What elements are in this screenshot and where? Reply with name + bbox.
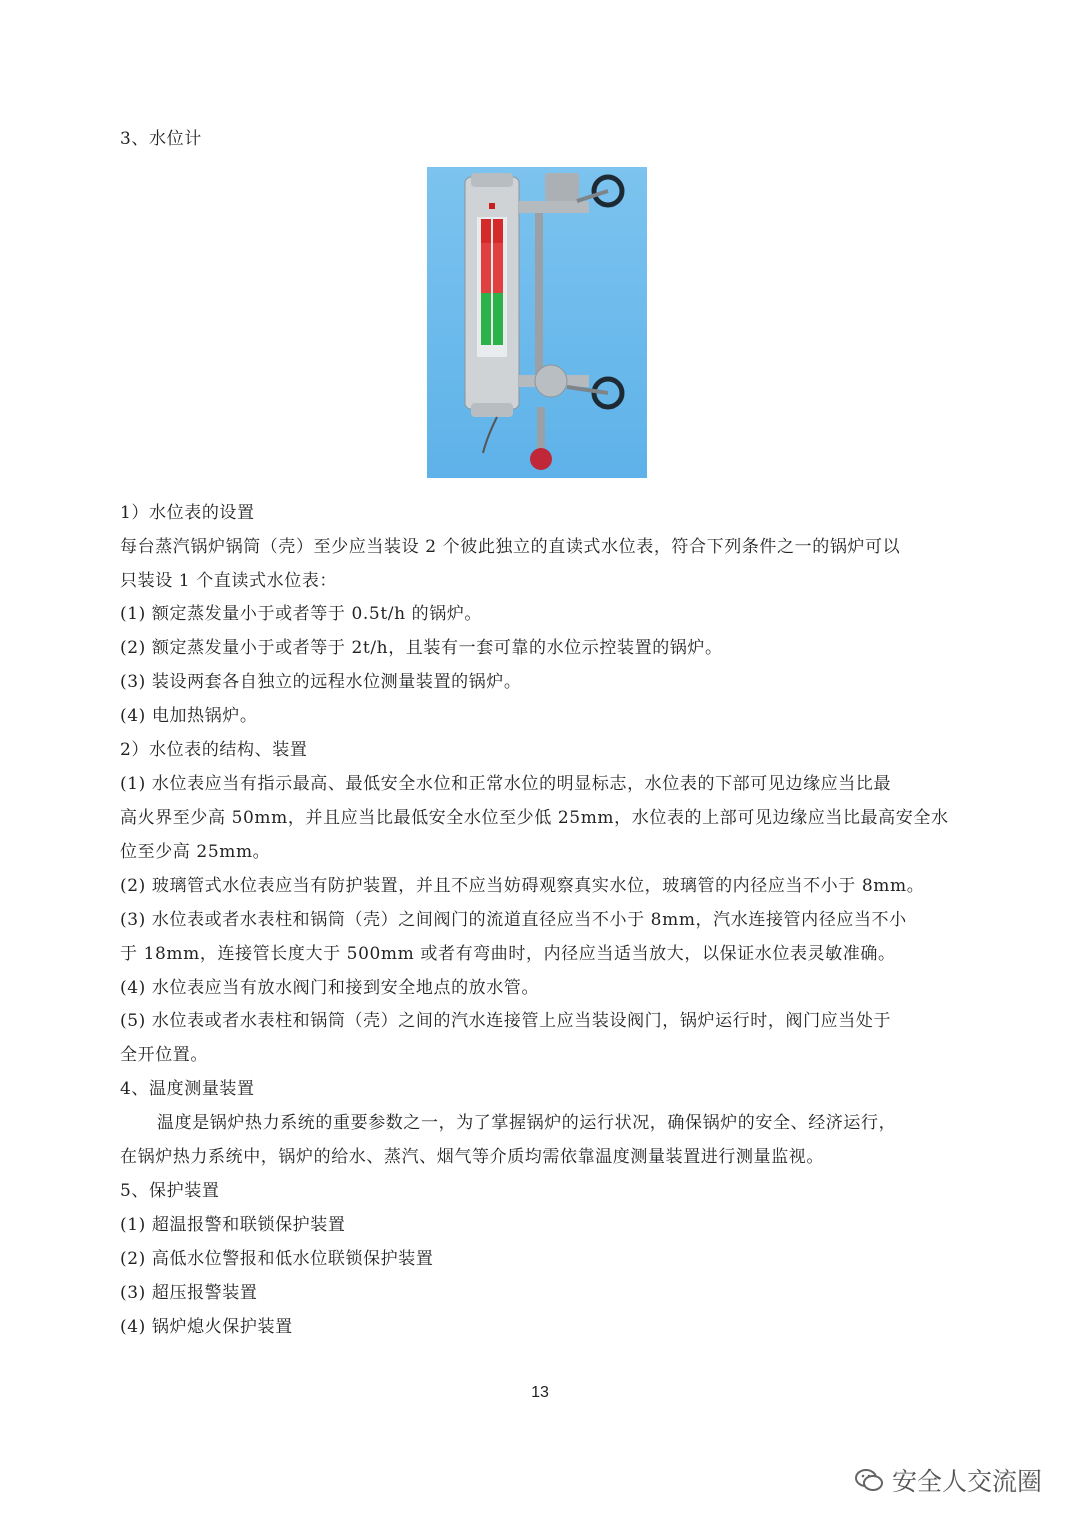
paragraph-line: 在锅炉热力系统中，锅炉的给水、蒸汽、烟气等介质均需依靠温度测量装置进行测量监视。 [120, 1147, 824, 1167]
section-heading-temperature: 4、温度测量装置 [120, 1079, 255, 1099]
subheading-gauge-structure: 2）水位表的结构、装置 [120, 740, 308, 760]
list-item: (5) 水位表或者水表柱和锅筒（壳）之间的汽水连接管上应当装设阀门，锅炉运行时，阀门应当处于 [120, 1011, 892, 1031]
paragraph-line: 每台蒸汽锅炉锅筒（壳）至少应当装设 2 个彼此独立的直读式水位表，符合下列条件之一的锅炉可以 [120, 537, 901, 557]
subheading-gauge-setup: 1）水位表的设置 [120, 503, 255, 523]
paragraph-line: 全开位置。 [120, 1045, 208, 1065]
list-item: (4) 锅炉熄火保护装置 [120, 1317, 293, 1337]
list-item: (4) 电加热锅炉。 [120, 706, 258, 726]
paragraph-line: 只装设 1 个直读式水位表： [120, 571, 338, 591]
list-item: (1) 水位表应当有指示最高、最低安全水位和正常水位的明显标志，水位表的下部可见边缘应当比最 [120, 774, 892, 794]
page-number: 13 [531, 1384, 549, 1401]
wechat-icon [854, 1467, 884, 1493]
list-item: (1) 额定蒸发量小于或者等于 0.5t/h 的锅炉。 [120, 604, 483, 624]
list-item: (2) 玻璃管式水位表应当有防护装置，并且不应当妨碍观察真实水位，玻璃管的内径应当不小于 8mm。 [120, 876, 925, 896]
list-item: (2) 高低水位警报和低水位联锁保护装置 [120, 1249, 434, 1269]
list-item: (1) 超温报警和联锁保护装置 [120, 1215, 346, 1235]
list-item: (3) 水位表或者水表柱和锅筒（壳）之间阀门的流道直径应当不小于 8mm，汽水连接管内径应当不小 [120, 910, 907, 930]
watermark [854, 1462, 1042, 1498]
watermark-text: 安全人交流圈 [891, 1467, 1042, 1496]
list-item: (2) 额定蒸发量小于或者等于 2t/h，且装有一套可靠的水位示控装置的锅炉。 [120, 638, 723, 658]
paragraph-line: 位至少高 25mm。 [120, 842, 271, 862]
paragraph-line: 高火界至少高 50mm，并且应当比最低安全水位至少低 25mm，水位表的上部可见边缘应当比最高安全水 [120, 808, 949, 828]
paragraph-line: 温度是锅炉热力系统的重要参数之一，为了掌握锅炉的运行状况，确保锅炉的安全、经济运行， [157, 1113, 897, 1133]
section-heading-protection: 5、保护装置 [120, 1181, 220, 1201]
section-heading-water-level-gauge: 3、水位计 [120, 129, 202, 149]
list-item: (4) 水位表应当有放水阀门和接到安全地点的放水管。 [120, 978, 540, 998]
paragraph-line: 于 18mm，连接管长度大于 500mm 或者有弯曲时，内径应当适当放大，以保证水位表灵敏准确。 [120, 944, 896, 964]
list-item: (3) 超压报警装置 [120, 1283, 258, 1303]
list-item: (3) 装设两套各自独立的远程水位测量装置的锅炉。 [120, 672, 522, 692]
water-level-gauge-image [427, 167, 647, 478]
